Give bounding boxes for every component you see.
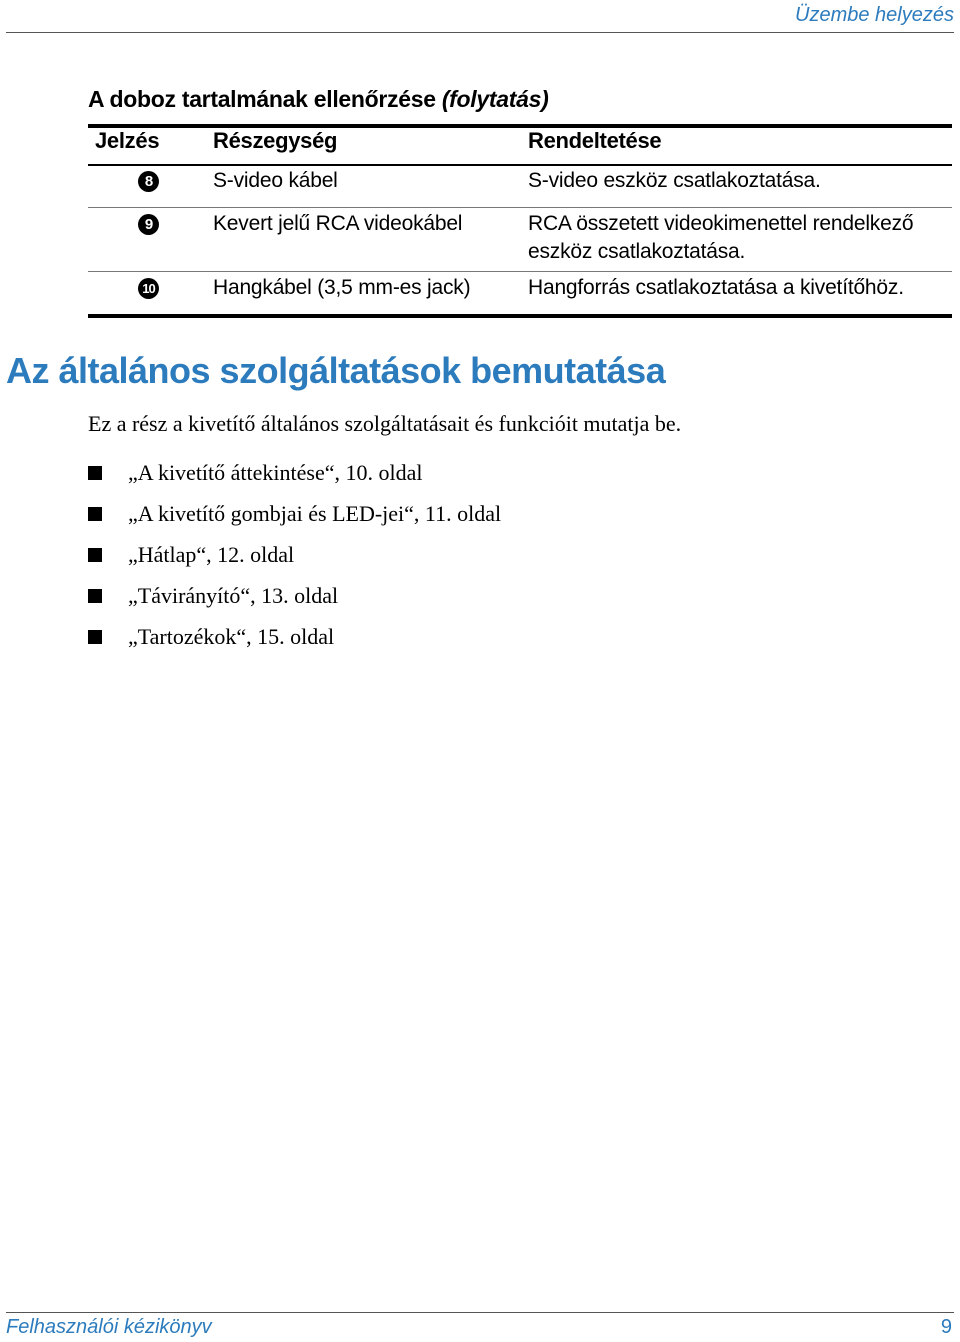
square-bullet-icon [88,589,102,603]
square-bullet-icon [88,466,102,480]
list-item-link[interactable]: „A kivetítő áttekintése“, 10. oldal [128,459,423,485]
component-cell: Hangkábel (3,5 mm-es jack) [213,276,471,299]
purpose-cell-line-2: eszköz csatlakoztatása. [528,240,746,263]
component-cell: Kevert jelű RCA videokábel [213,212,463,235]
footer-rule [6,1312,954,1313]
list-item[interactable] [88,452,501,493]
column-header-mark: Jelzés [95,128,160,153]
header-rule [6,32,954,33]
page-number: 9 [940,1316,952,1338]
table-title-continued: (folytatás) [441,86,549,112]
square-bullet-icon [88,507,102,521]
purpose-cell: S-video eszköz csatlakoztatása. [528,169,821,192]
callout-number-badge: 8 [138,171,159,192]
column-header-purpose: Rendeltetése [528,128,662,153]
component-cell: S-video kábel [213,169,338,192]
column-header-component: Részegység [213,128,338,153]
list-item[interactable] [88,493,501,534]
running-header: Üzembe helyezés [795,4,954,26]
list-item-link[interactable]: „Hátlap“, 12. oldal [128,541,295,567]
callout-number-badge: 10 [138,278,159,299]
list-item[interactable] [88,616,501,657]
square-bullet-icon [88,630,102,644]
list-item[interactable] [88,575,501,616]
list-item[interactable] [88,534,501,575]
list-item-link[interactable]: „Tartozékok“, 15. oldal [128,623,335,649]
purpose-cell-line-1: RCA összetett videokimenettel rendelkező [528,212,914,235]
row-divider [88,271,952,272]
section-heading: Az általános szolgáltatások bemutatása [6,350,666,391]
callout-number-badge: 9 [138,214,159,235]
cross-reference-list [88,452,501,657]
purpose-cell: Hangforrás csatlakoztatása a kivetítőhöz. [528,276,904,299]
section-intro: Ez a rész a kivetítő általános szolgáltatásait és funkcióit mutatja be. [88,411,682,436]
square-bullet-icon [88,548,102,562]
footer-manual-title: Felhasználói kézikönyv [6,1316,212,1338]
list-item-link[interactable]: „Távirányító“, 13. oldal [128,582,339,608]
table-title [88,86,548,113]
table-bottom-rule [88,314,952,318]
list-item-link[interactable]: „A kivetítő gombjai és LED-jei“, 11. oldal [128,500,502,526]
row-divider [88,207,952,208]
table-title-main: A doboz tartalmának ellenőrzése [88,86,442,112]
